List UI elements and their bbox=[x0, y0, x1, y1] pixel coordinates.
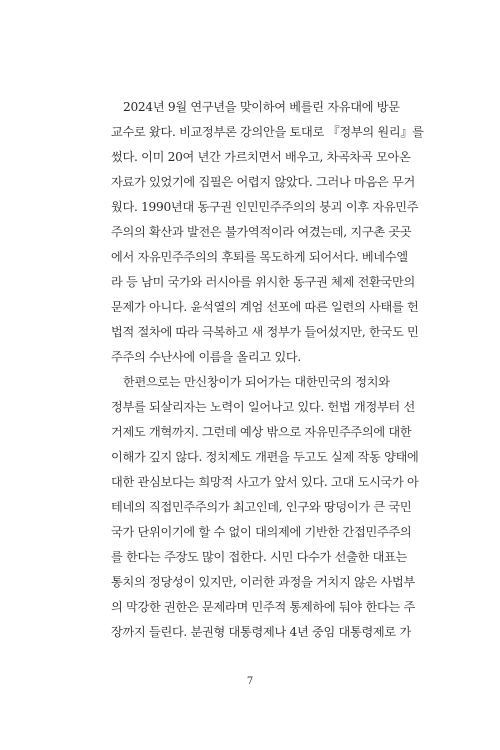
text-line: 이해가 깊지 않다. 정치제도 개편을 두고도 실제 작동 양태에 bbox=[111, 450, 419, 464]
text-body bbox=[111, 95, 424, 645]
text-line: 테네의 직접민주주의가 최고인데, 인구와 땅덩이가 큰 국민 bbox=[111, 500, 412, 514]
text-line: 교수로 왔다. 비교정부론 강의안을 토대로 『정부의 원리』를 bbox=[111, 125, 424, 139]
text-line: 거제도 개혁까지. 그런데 예상 밖으로 자유민주주의에 대한 bbox=[111, 425, 412, 439]
text-line: 에서 자유민주주의의 후퇴를 목도하게 되어서다. 베네수엘 bbox=[111, 250, 408, 264]
text-line: 정부를 되살리자는 노력이 일어나고 있다. 헌법 개정부터 선 bbox=[111, 400, 415, 414]
text-line: 문제가 아니다. 윤석열의 계엄 선포에 따른 일련의 사태를 헌 bbox=[111, 300, 419, 314]
paragraph-2 bbox=[111, 370, 419, 645]
text-line: 를 한다는 주장도 많이 접한다. 시민 다수가 선출한 대표는 bbox=[111, 550, 408, 564]
text-line: 썼다. 이미 20여 년간 가르치면서 배우고, 차곡차곡 모아온 bbox=[111, 150, 411, 164]
text-line: 자료가 있었기에 집필은 어렵지 않았다. 그러나 마음은 무거 bbox=[111, 175, 415, 189]
text-line: 의 막강한 권한은 문제라며 민주적 통제하에 둬야 한다는 주 bbox=[111, 600, 415, 614]
text-line: 장까지 들린다. 분권형 대통령제나 4년 중임 대통령제로 가 bbox=[111, 625, 411, 639]
text-line: 웠다. 1990년대 동구권 인민민주주의의 붕괴 이후 자유민주 bbox=[111, 200, 419, 214]
text-line: 라 등 남미 국가와 러시아를 위시한 동구권 체제 전환국만의 bbox=[111, 275, 415, 289]
text-line: 2024년 9월 연구년을 맞이하여 베를린 자유대에 방문 bbox=[123, 100, 400, 114]
paragraph-1 bbox=[111, 95, 424, 370]
text-line: 주주의 수난사에 이름을 올리고 있다. bbox=[111, 350, 301, 364]
page-number: 7 bbox=[246, 676, 254, 687]
text-line: 국가 단위이기에 할 수 없이 대의제에 기반한 간접민주주의 bbox=[111, 525, 412, 539]
text-line: 대한 관심보다는 희망적 사고가 앞서 있다. 고대 도시국가 아 bbox=[111, 475, 419, 489]
text-line: 통치의 정당성이 있지만, 이러한 과정을 거치지 않은 사법부 bbox=[111, 575, 415, 589]
text-line: 법적 절차에 따라 극복하고 새 정부가 들어섰지만, 한국도 민 bbox=[111, 325, 419, 339]
text-line: 주의의 확산과 발전은 불가역적이라 여겼는데, 지구촌 곳곳 bbox=[111, 225, 412, 239]
text-line: 한편으로는 만신창이가 되어가는 대한민국의 정치와 bbox=[123, 375, 390, 389]
